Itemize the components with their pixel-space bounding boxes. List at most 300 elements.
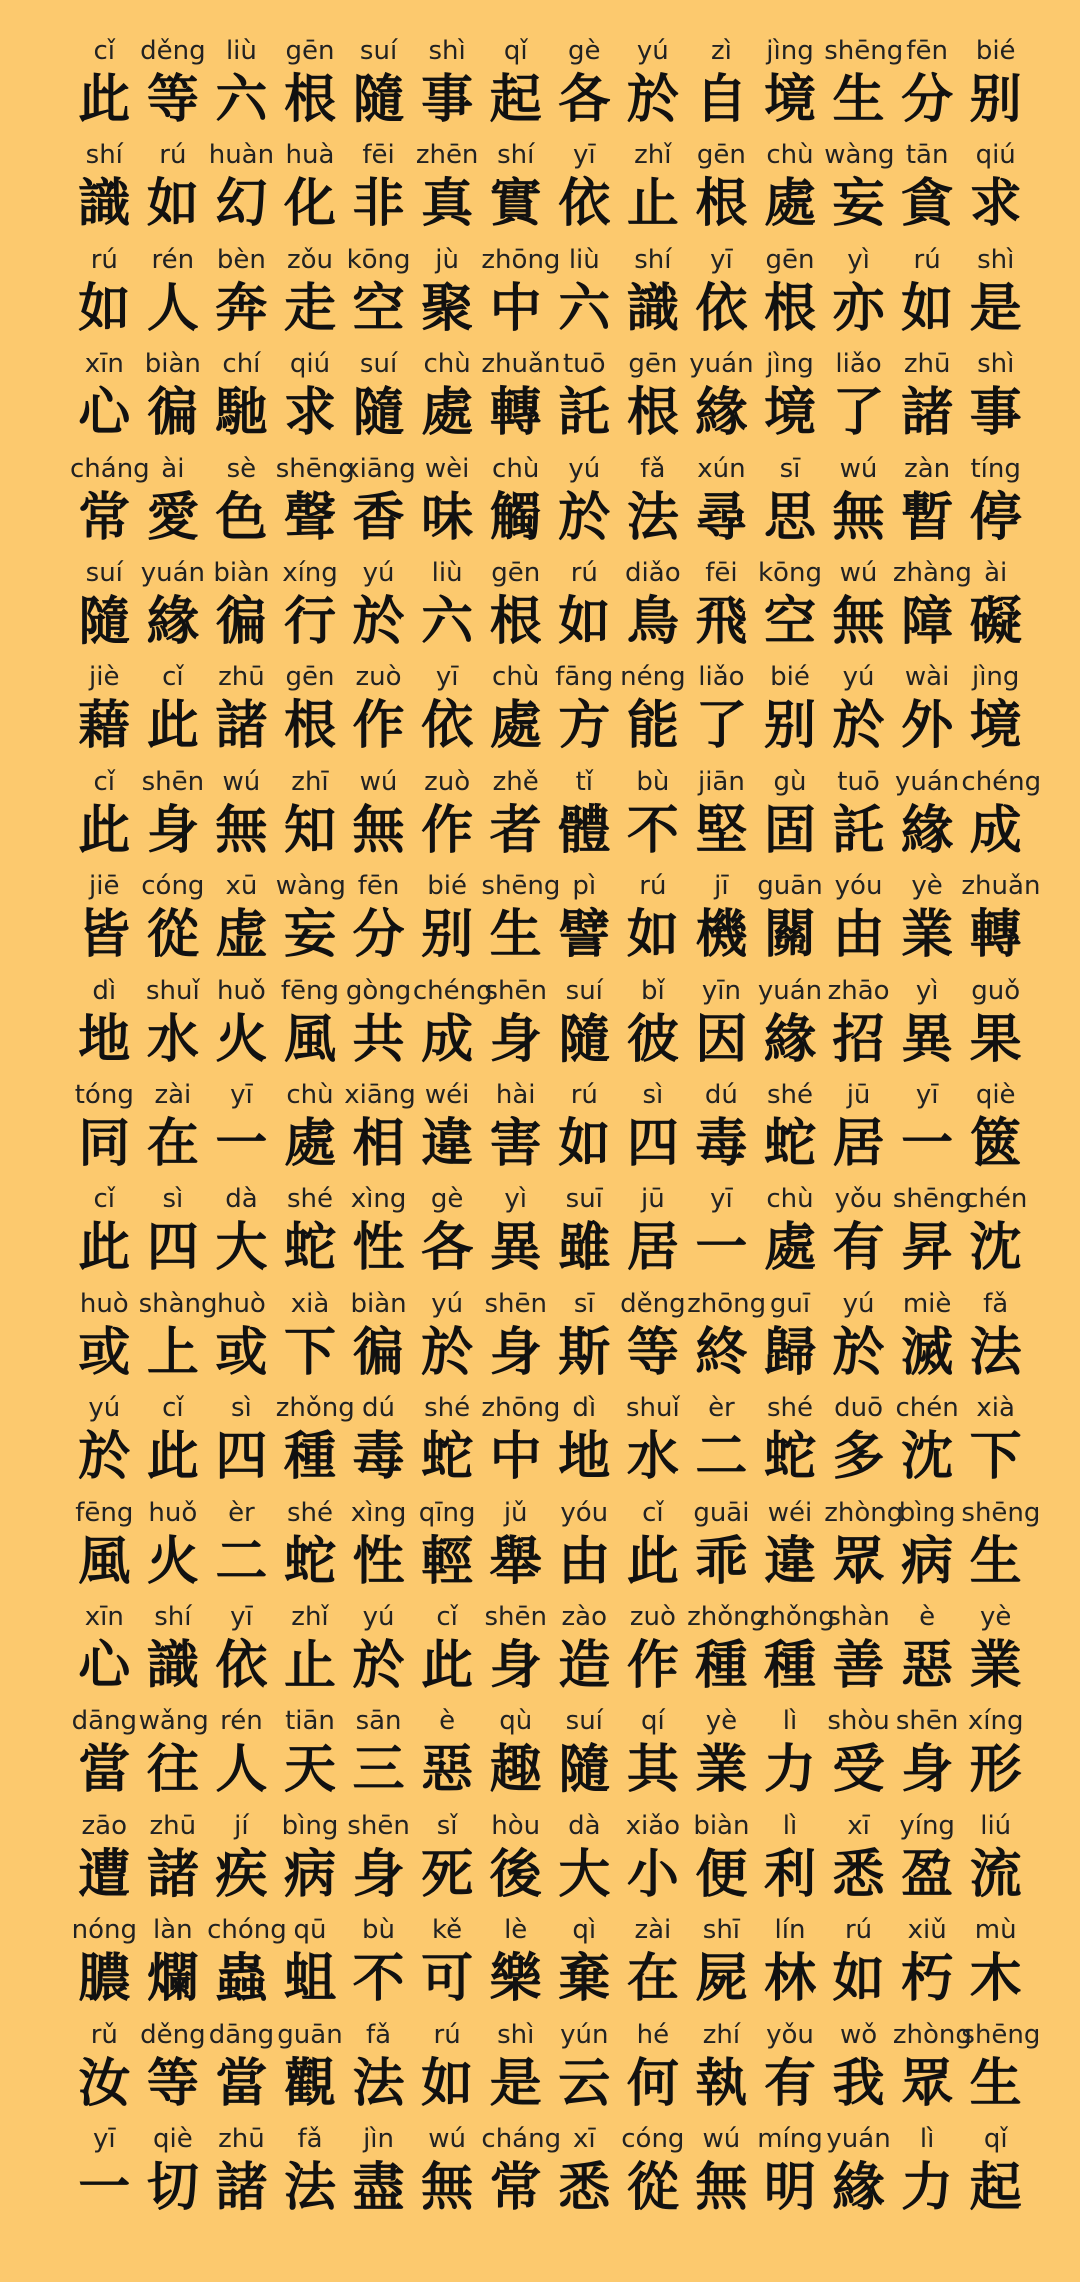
character-cell — [756, 867, 825, 965]
hanzi-character: 求 — [283, 383, 336, 444]
character-cell — [687, 2120, 756, 2218]
pinyin-label: cǐ — [162, 662, 184, 693]
hanzi-character: 常 — [489, 2158, 542, 2218]
hanzi-character: 如 — [78, 278, 131, 339]
hanzi-character: 此 — [421, 1636, 474, 1696]
hanzi-character: 譬 — [558, 905, 611, 966]
hanzi-character: 蛇 — [763, 1114, 816, 1174]
pinyin-label: yī — [230, 1602, 253, 1632]
pinyin-label: wǎng — [138, 1706, 209, 1737]
character-cell — [893, 1807, 962, 1905]
verse-right-half — [550, 763, 1042, 867]
pinyin-label: sī — [573, 1288, 595, 1319]
hanzi-character: 隨 — [352, 383, 405, 444]
hanzi-character: 當 — [215, 2053, 268, 2114]
character-cell — [961, 2016, 1041, 2114]
hanzi-character: 大 — [215, 1218, 268, 1279]
character-cell — [413, 450, 482, 548]
pinyin-label: sì — [642, 1080, 664, 1110]
character-cell — [619, 1076, 688, 1174]
pinyin-label: èr — [228, 1497, 255, 1528]
pinyin-label: yuán — [140, 558, 205, 588]
hanzi-character: 馳 — [215, 383, 268, 444]
pinyin-label: yì — [847, 244, 870, 275]
hanzi-character: 境 — [763, 383, 816, 444]
pinyin-label: tóng — [74, 1080, 134, 1110]
hanzi-character: 起 — [969, 2158, 1022, 2218]
hanzi-character: 種 — [695, 1636, 748, 1696]
character-cell — [413, 241, 482, 339]
character-cell — [481, 1911, 550, 2009]
hanzi-character: 四 — [626, 1114, 679, 1174]
hanzi-character: 諸 — [901, 383, 954, 444]
character-cell — [413, 136, 482, 234]
hanzi-character: 徧 — [215, 592, 268, 652]
verse-row — [0, 2120, 1080, 2224]
hanzi-character: 處 — [489, 696, 542, 757]
character-cell — [893, 1389, 962, 1487]
hanzi-character: 善 — [832, 1636, 885, 1696]
character-cell — [619, 554, 688, 652]
pinyin-label: suī — [565, 1184, 603, 1215]
hanzi-character: 業 — [901, 905, 954, 966]
hanzi-character: 識 — [146, 1636, 199, 1696]
hanzi-character: 沈 — [969, 1218, 1022, 1279]
character-cell — [139, 2120, 208, 2218]
pinyin-label: shé — [766, 1080, 813, 1110]
pinyin-label: shí — [497, 140, 535, 171]
character-cell — [413, 867, 482, 965]
character-cell — [961, 1494, 1041, 1592]
pinyin-label: huǒ — [216, 975, 266, 1006]
character-cell — [687, 1180, 756, 1278]
hanzi-character: 香 — [352, 487, 405, 548]
hanzi-character: 果 — [969, 1009, 1022, 1070]
character-cell — [344, 1494, 413, 1592]
hanzi-character: 如 — [558, 592, 611, 652]
character-cell — [139, 1494, 208, 1592]
character-cell — [619, 1285, 688, 1383]
verse-right-half — [550, 867, 1041, 971]
character-cell — [824, 32, 904, 130]
hanzi-character: 地 — [78, 1009, 131, 1070]
pinyin-label: hài — [495, 1080, 536, 1110]
hanzi-character: 隨 — [558, 1740, 611, 1801]
pinyin-label: shé — [286, 1497, 333, 1528]
hanzi-character: 緣 — [832, 2158, 885, 2218]
character-cell — [893, 32, 962, 130]
pinyin-label: wéi — [424, 1080, 470, 1110]
pinyin-label: shì — [497, 2019, 535, 2050]
pinyin-label: lè — [504, 1915, 528, 1946]
pinyin-label: yú — [842, 662, 875, 693]
hanzi-character: 緣 — [146, 592, 199, 652]
hanzi-character: 性 — [352, 1218, 405, 1279]
character-cell — [756, 763, 825, 861]
pinyin-label: shēn — [141, 766, 205, 797]
hanzi-character: 起 — [489, 70, 542, 130]
pinyin-label: zhōng — [481, 1393, 561, 1424]
character-cell — [824, 450, 893, 548]
character-cell — [550, 658, 619, 756]
character-cell — [687, 345, 756, 443]
hanzi-character: 了 — [695, 696, 748, 757]
character-cell — [481, 32, 550, 130]
hanzi-character: 天 — [283, 1740, 336, 1801]
verse-left-half — [70, 136, 550, 240]
character-cell — [550, 1598, 619, 1696]
hanzi-character: 等 — [146, 70, 199, 130]
verse-left-half — [70, 1076, 550, 1180]
hanzi-character: 惡 — [421, 1740, 474, 1801]
character-cell — [276, 763, 345, 861]
pinyin-label: cóng — [141, 871, 205, 902]
hanzi-character: 種 — [763, 1636, 816, 1696]
pinyin-label: wú — [428, 2124, 466, 2154]
character-cell — [139, 658, 208, 756]
pinyin-label: tān — [905, 140, 949, 171]
pinyin-label: zhǒng — [687, 1602, 767, 1632]
hanzi-character: 眾 — [901, 2053, 954, 2114]
pinyin-label: cǐ — [436, 1602, 458, 1632]
pinyin-label: mù — [974, 1915, 1017, 1946]
pinyin-label: gè — [430, 1184, 464, 1215]
pinyin-label: shì — [977, 349, 1015, 380]
character-cell — [413, 1702, 482, 1800]
pinyin-label: bié — [770, 662, 810, 693]
hanzi-character: 二 — [695, 1427, 748, 1488]
hanzi-character: 皆 — [78, 905, 131, 966]
character-cell — [824, 1702, 893, 1800]
hanzi-character: 妄 — [283, 905, 336, 966]
character-cell — [550, 867, 619, 965]
character-cell — [412, 972, 493, 1070]
hanzi-character: 轉 — [969, 905, 1022, 966]
hanzi-character: 處 — [421, 383, 474, 444]
pinyin-label: rú — [639, 871, 667, 902]
pinyin-label: fǎ — [297, 2124, 323, 2154]
character-cell — [207, 1285, 276, 1383]
hanzi-character: 法 — [626, 487, 679, 548]
hanzi-character: 四 — [146, 1218, 199, 1279]
pinyin-label: diǎo — [625, 558, 681, 588]
pinyin-label: xíng — [967, 1706, 1024, 1737]
character-cell — [481, 2120, 562, 2218]
hanzi-character: 如 — [626, 905, 679, 966]
pinyin-label: gēn — [696, 140, 746, 171]
pinyin-label: yóu — [834, 871, 883, 902]
pinyin-label: yè — [979, 1602, 1012, 1632]
hanzi-character: 我 — [832, 2053, 885, 2114]
character-cell — [550, 1494, 619, 1592]
character-cell — [550, 1076, 619, 1174]
hanzi-character: 妄 — [832, 174, 885, 235]
pinyin-label: zhòng — [824, 1497, 904, 1528]
hanzi-character: 切 — [146, 2158, 199, 2218]
pinyin-label: biàn — [693, 1810, 750, 1841]
pinyin-label: yuán — [826, 2124, 891, 2154]
pinyin-label: huàn — [208, 140, 275, 171]
character-cell — [824, 763, 893, 861]
hanzi-character: 六 — [215, 70, 268, 130]
character-cell — [413, 1285, 482, 1383]
hanzi-character: 沈 — [901, 1427, 954, 1488]
pinyin-label: làn — [153, 1915, 193, 1946]
character-cell — [70, 1076, 139, 1174]
pinyin-label: wèi — [424, 453, 470, 484]
hanzi-character: 根 — [283, 696, 336, 757]
pinyin-label: bìng — [898, 1497, 956, 1528]
pinyin-label: xìng — [350, 1497, 407, 1528]
pinyin-label: shì — [977, 244, 1015, 275]
hanzi-character: 於 — [832, 1322, 885, 1383]
hanzi-character: 風 — [78, 1531, 131, 1592]
character-cell — [344, 2016, 413, 2114]
character-cell — [892, 554, 972, 652]
character-cell — [344, 1702, 413, 1800]
pinyin-label: zài — [154, 1080, 192, 1110]
character-cell — [756, 1807, 825, 1905]
character-cell — [207, 658, 276, 756]
pinyin-label: zhǐ — [634, 140, 672, 171]
hanzi-character: 違 — [763, 1531, 816, 1592]
pinyin-label: zào — [561, 1602, 608, 1632]
hanzi-character: 流 — [969, 1844, 1022, 1905]
character-cell — [756, 2016, 825, 2114]
pinyin-label: shí — [85, 140, 123, 171]
character-cell — [207, 2016, 276, 2114]
hanzi-character: 身 — [352, 1844, 405, 1905]
character-cell — [413, 32, 482, 130]
character-cell — [550, 1389, 619, 1487]
hanzi-character: 根 — [695, 174, 748, 235]
hanzi-character: 居 — [626, 1218, 679, 1279]
pinyin-label: fǎ — [366, 2019, 392, 2050]
character-cell — [550, 2016, 619, 2114]
pinyin-label: bù — [636, 766, 670, 797]
character-cell — [893, 1911, 962, 2009]
hanzi-character: 生 — [832, 70, 885, 130]
character-cell — [893, 1494, 962, 1592]
character-cell — [481, 554, 550, 652]
character-cell — [207, 1702, 276, 1800]
pinyin-label: qǐ — [983, 2124, 1008, 2154]
hanzi-character: 是 — [489, 2053, 542, 2114]
verse-left-half — [70, 867, 561, 971]
character-cell — [824, 1180, 893, 1278]
hanzi-character: 事 — [421, 70, 474, 130]
hanzi-character: 悉 — [558, 2158, 611, 2218]
character-cell — [481, 1494, 550, 1592]
pinyin-label: dú — [704, 1080, 738, 1110]
hanzi-character: 何 — [626, 2053, 679, 2114]
character-cell — [687, 1911, 756, 2009]
pinyin-label: shī — [702, 1915, 741, 1946]
character-cell — [207, 32, 276, 130]
hanzi-character: 病 — [901, 1531, 954, 1592]
hanzi-character: 聚 — [421, 278, 474, 339]
pinyin-label: qí — [640, 1706, 665, 1737]
hanzi-character: 業 — [695, 1740, 748, 1801]
hanzi-character: 根 — [763, 278, 816, 339]
pinyin-label: zhū — [149, 1810, 197, 1841]
character-cell — [139, 1076, 208, 1174]
pinyin-label: kōng — [346, 244, 411, 275]
hanzi-character: 爛 — [146, 1949, 199, 2010]
pinyin-label: chí — [222, 349, 261, 380]
hanzi-character: 依 — [695, 278, 748, 339]
hanzi-character: 知 — [283, 800, 336, 861]
pinyin-label: zhě — [492, 766, 539, 797]
hanzi-character: 於 — [832, 696, 885, 757]
pinyin-label: fǎ — [640, 453, 666, 484]
pinyin-label: wàng — [824, 140, 895, 171]
hanzi-character: 可 — [421, 1949, 474, 2010]
pinyin-label: wéi — [767, 1497, 813, 1528]
hanzi-character: 棄 — [558, 1949, 611, 2010]
pinyin-label: lì — [782, 1706, 798, 1737]
hanzi-character: 身 — [489, 1636, 542, 1696]
hanzi-character: 一 — [215, 1114, 268, 1174]
hanzi-character: 處 — [763, 174, 816, 235]
character-cell — [344, 1389, 413, 1487]
hanzi-character: 諸 — [215, 696, 268, 757]
pinyin-label: jìng — [766, 349, 814, 380]
character-cell — [687, 554, 756, 652]
hanzi-character: 分 — [901, 70, 954, 130]
verse-row — [0, 1180, 1080, 1284]
character-cell — [344, 554, 413, 652]
pinyin-label: wài — [904, 662, 950, 693]
hanzi-character: 非 — [352, 174, 405, 235]
pinyin-label: liú — [980, 1810, 1012, 1841]
character-cell — [756, 345, 825, 443]
pinyin-label: yè — [705, 1706, 738, 1737]
pinyin-label: liǎo — [698, 662, 745, 693]
verse-left-half — [70, 1180, 550, 1284]
character-cell — [687, 1598, 767, 1696]
pinyin-label: xìng — [350, 1184, 407, 1215]
hanzi-character: 别 — [763, 696, 816, 757]
pinyin-label: cǐ — [642, 1497, 664, 1528]
verse-right-half — [550, 136, 1030, 240]
character-cell — [70, 1702, 139, 1800]
hanzi-character: 蛆 — [283, 1949, 336, 2010]
character-cell — [70, 241, 139, 339]
character-cell — [207, 1911, 287, 2010]
character-cell — [824, 136, 893, 234]
hanzi-character: 託 — [558, 383, 611, 444]
character-cell — [344, 972, 413, 1070]
verse-left-half — [70, 1389, 561, 1493]
pinyin-label: yī — [230, 1080, 253, 1110]
character-cell — [619, 1702, 688, 1800]
pinyin-label: rú — [159, 140, 187, 171]
pinyin-label: yíng — [899, 1810, 955, 1841]
verse-right-half — [550, 450, 1030, 554]
character-cell — [550, 2120, 619, 2218]
hanzi-character: 成 — [969, 800, 1022, 861]
pinyin-label: chén — [895, 1393, 959, 1424]
character-cell — [550, 1702, 619, 1800]
pinyin-label: shēng — [961, 2019, 1041, 2050]
character-cell — [755, 1598, 835, 1696]
pinyin-label: suí — [565, 975, 603, 1006]
character-cell — [961, 867, 1041, 966]
hanzi-character: 色 — [215, 487, 268, 548]
pinyin-label: lì — [782, 1810, 798, 1841]
pinyin-label: yī — [710, 1184, 733, 1215]
hanzi-character: 諸 — [146, 1844, 199, 1905]
hanzi-character: 違 — [421, 1114, 474, 1174]
character-cell — [756, 1494, 825, 1592]
hanzi-character: 成 — [421, 1009, 474, 1070]
hanzi-character: 下 — [969, 1427, 1022, 1488]
character-cell — [619, 32, 688, 130]
pinyin-label: shēn — [484, 1602, 547, 1632]
hanzi-character: 方 — [558, 696, 611, 757]
pinyin-label: chén — [964, 1184, 1028, 1215]
pinyin-label: fēng — [280, 975, 340, 1006]
hanzi-character: 水 — [626, 1427, 679, 1488]
verse-left-half — [70, 658, 550, 762]
hanzi-character: 蛇 — [763, 1427, 816, 1488]
hanzi-character: 居 — [832, 1114, 885, 1174]
hanzi-character: 火 — [215, 1009, 268, 1070]
character-cell — [687, 241, 756, 339]
hanzi-character: 於 — [421, 1322, 474, 1383]
verse-row — [0, 867, 1080, 971]
pinyin-label: suí — [85, 558, 123, 588]
character-cell — [344, 867, 413, 965]
hanzi-character: 眾 — [832, 1531, 885, 1592]
character-cell — [481, 1807, 550, 1905]
character-cell — [550, 241, 619, 339]
hanzi-character: 空 — [352, 278, 405, 339]
pinyin-label: qiè — [152, 2124, 193, 2154]
character-cell — [961, 1598, 1030, 1696]
pinyin-label: qì — [572, 1915, 597, 1946]
character-cell — [961, 1911, 1030, 2009]
verse-row — [0, 972, 1080, 1076]
pinyin-label: zhǒng — [275, 1393, 355, 1424]
pinyin-label: wú — [702, 2124, 741, 2154]
verse-left-half — [70, 1702, 550, 1806]
pinyin-label: jí — [234, 1810, 249, 1841]
hanzi-character: 上 — [146, 1322, 199, 1383]
verse-right-half — [550, 32, 1030, 136]
hanzi-character: 往 — [146, 1740, 199, 1801]
character-cell — [207, 867, 276, 965]
hanzi-character: 執 — [695, 2053, 748, 2114]
verse-left-half — [70, 2016, 550, 2120]
hanzi-character: 六 — [558, 278, 611, 339]
pinyin-label: zhàng — [892, 558, 972, 588]
character-cell — [344, 1598, 413, 1696]
hanzi-character: 相 — [352, 1114, 405, 1174]
hanzi-character: 暫 — [901, 487, 954, 548]
hanzi-character: 此 — [626, 1531, 679, 1592]
character-cell — [70, 345, 139, 443]
character-cell — [344, 32, 413, 130]
hanzi-character: 一 — [78, 2158, 131, 2218]
hanzi-character: 無 — [352, 800, 405, 861]
verse-left-half — [70, 1598, 550, 1702]
character-cell — [756, 1389, 825, 1487]
verse-row — [0, 1076, 1080, 1180]
pinyin-label: jiè — [89, 662, 120, 693]
hanzi-character: 由 — [558, 1531, 611, 1592]
